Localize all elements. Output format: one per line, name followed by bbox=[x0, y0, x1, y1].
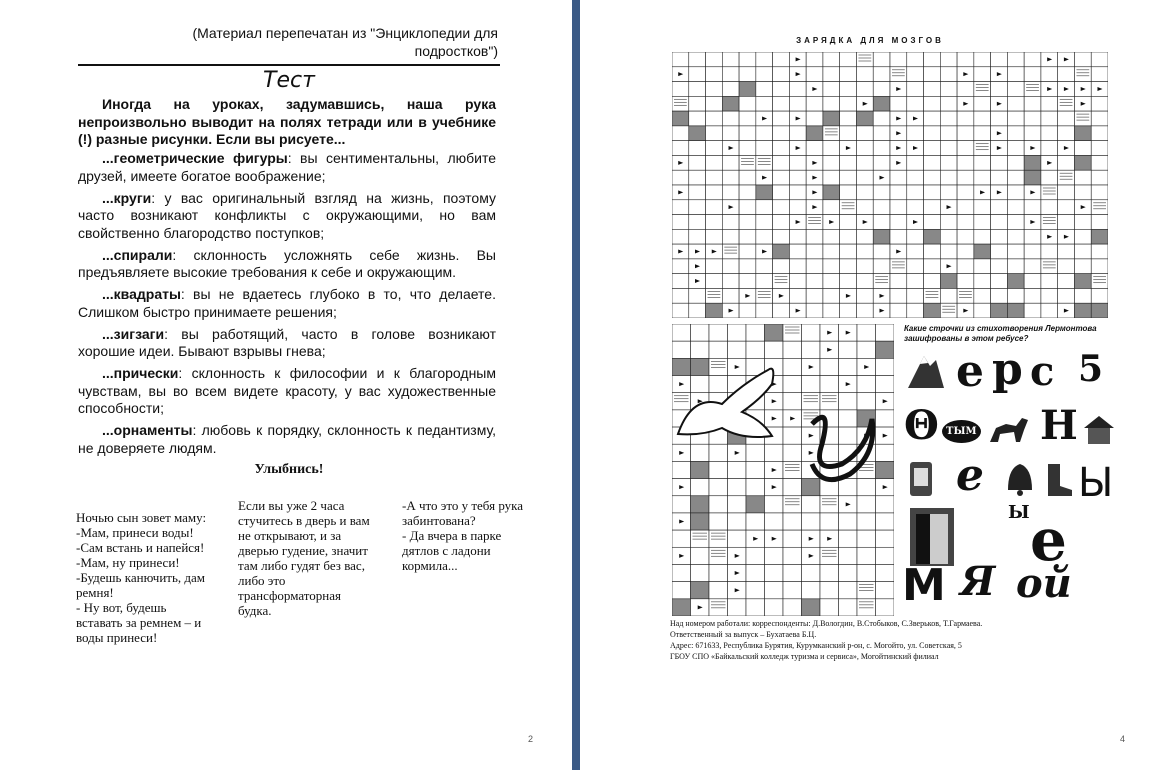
rebus-glyph: Ы bbox=[1078, 460, 1114, 506]
joke-line: - Да вчера в парке дятлов с ладони кормила... bbox=[402, 528, 502, 573]
imprint bbox=[670, 618, 1140, 662]
joke-line: -Мам, принеси воды! bbox=[76, 525, 194, 540]
rebus-hut-icon bbox=[1082, 412, 1116, 446]
joke-line: -Мам, ну принеси! bbox=[76, 555, 180, 570]
test-item-key: ...спирали bbox=[102, 246, 173, 263]
rebus-glyph: е bbox=[956, 346, 984, 397]
test-item-key: ...геометрические фигуры bbox=[102, 150, 288, 166]
imprint-line: Ответственный за выпуск – Бухатаева Б.Ц. bbox=[670, 630, 817, 639]
test-item-key: ...орнаменты bbox=[102, 422, 193, 438]
rebus-glyph: Я bbox=[960, 558, 996, 605]
test-item-text: : вы работящий, часто в голове возникают хорошие идеи. Бывают взрывы гнева; bbox=[78, 325, 496, 359]
joke-3 bbox=[402, 498, 540, 573]
rebus-puzzle bbox=[900, 322, 1120, 612]
rebus-glyph: р bbox=[992, 344, 1023, 395]
joke-line: -Будешь канючить, дам ремня! bbox=[76, 570, 206, 600]
rebus-glyph: М bbox=[902, 560, 946, 611]
crossword-grid-large bbox=[672, 52, 1108, 318]
test-item-text: : склонность к философии и к благородным чувствам, вы во всем видете красоту, у вас художественные способности; bbox=[78, 365, 496, 416]
imprint-line: Адрес: 671633, Республика Бурятия, Курумканский р-он, с. Могойто, ул. Советская, 5 bbox=[670, 641, 962, 650]
imprint-line: Над номером работали: корреспонденты: Д.Вологдин, В.Стобыков, С.Зверьков, Т.Гармаева. bbox=[670, 619, 983, 628]
rebus-glyph: Н bbox=[1040, 402, 1078, 449]
test-item bbox=[78, 190, 496, 243]
rebus-boot-icon bbox=[1040, 462, 1074, 498]
test-items-list bbox=[78, 150, 496, 462]
test-item-key: ...прически bbox=[102, 365, 179, 381]
rebus-glyph: е bbox=[1030, 506, 1067, 574]
rebus-glyph: ой bbox=[1016, 560, 1072, 607]
joke-line: Если вы уже 2 часа стучитесь в дверь и вам не открывают, и за дверью гудение, значит там либо гудят без вас, либо это трансформаторная будка. bbox=[238, 498, 370, 618]
rebus-question: Какие строчки из стихотворения Лермонтова зашифрованы в этом ребусе? bbox=[904, 324, 1097, 343]
rebus-glyph: Θ bbox=[904, 402, 939, 449]
rebus-glyph: е bbox=[956, 450, 984, 501]
test-item bbox=[78, 422, 496, 457]
test-item-key: ...зигзаги bbox=[102, 325, 165, 342]
rebus-glyph: Ы bbox=[1008, 502, 1030, 523]
rebus-glyph: 5 bbox=[1078, 348, 1104, 390]
imprint-line: ГБОУ СПО «Байкальский колледж туризма и сервиса», Могойтинский филиал bbox=[670, 652, 939, 661]
joke-line: Ночью сын зовет маму: bbox=[76, 510, 207, 525]
test-item bbox=[78, 326, 496, 361]
test-item-text: : у вас оригинальный взгляд на жизнь, поэтому часто возникают конфликты с окружающими, но вам свойственно благородство поступков; bbox=[78, 189, 496, 241]
rebus-jar-icon bbox=[904, 456, 938, 498]
rebus-horse-icon bbox=[986, 412, 1032, 446]
joke-line: -А что это у тебя рука забинтована? bbox=[402, 498, 524, 528]
test-item bbox=[78, 150, 496, 185]
test-item bbox=[78, 247, 496, 282]
crossword-grid-small bbox=[672, 324, 894, 616]
test-item bbox=[78, 286, 496, 321]
header-rule bbox=[78, 64, 500, 66]
page-number-right: 4 bbox=[1120, 734, 1126, 744]
joke-2 bbox=[238, 498, 370, 618]
page-divider bbox=[572, 0, 580, 770]
right-page bbox=[580, 0, 1152, 770]
rebus-glyph: ТЫМ bbox=[942, 420, 981, 443]
test-item-text: : любовь к порядку, склонность к педантизму, не доверяете людям. bbox=[78, 422, 496, 456]
page-number-left: 2 bbox=[528, 734, 534, 744]
test-item-key: ...квадраты bbox=[102, 286, 181, 302]
left-page bbox=[0, 0, 572, 770]
rebus-glyph: с bbox=[1030, 348, 1055, 395]
joke-1 bbox=[76, 510, 216, 645]
test-title: Тест bbox=[263, 68, 315, 93]
test-item bbox=[78, 365, 496, 418]
joke-line: - Ну вот, будешь вставать за ремнем – и воды принеси! bbox=[76, 600, 202, 645]
rebus-mountain-icon bbox=[906, 350, 946, 390]
test-intro: Иногда на уроках, задумавшись, наша рука непроизвольно выводит на полях тетради или в учебнике (!) разные рисунки. Если вы рисуете... bbox=[78, 96, 496, 147]
source-note: (Материал перепечатан из "Энциклопедии для подростков") bbox=[192, 25, 498, 59]
test-item-text: : вы сентиментальны, любите друзей, имеете богатое воображение; bbox=[78, 150, 496, 184]
test-item-text: : вы не вдаетесь глубоко в то, что делаете. Слишком быстро принимаете решения; bbox=[78, 286, 496, 320]
jokes-title: Улыбнись! bbox=[254, 462, 324, 477]
rebus-bell-icon bbox=[1000, 458, 1040, 498]
test-item-text: : склонность усложнять себе жизнь. Вы предъявляете высокие требования к себе и окружающим. bbox=[78, 246, 496, 280]
crossword-title: ЗАРЯДКА ДЛЯ МОЗГОВ bbox=[796, 36, 944, 45]
joke-line: -Сам встань и напейся! bbox=[76, 540, 205, 555]
test-item-key: ...круги bbox=[102, 189, 152, 206]
